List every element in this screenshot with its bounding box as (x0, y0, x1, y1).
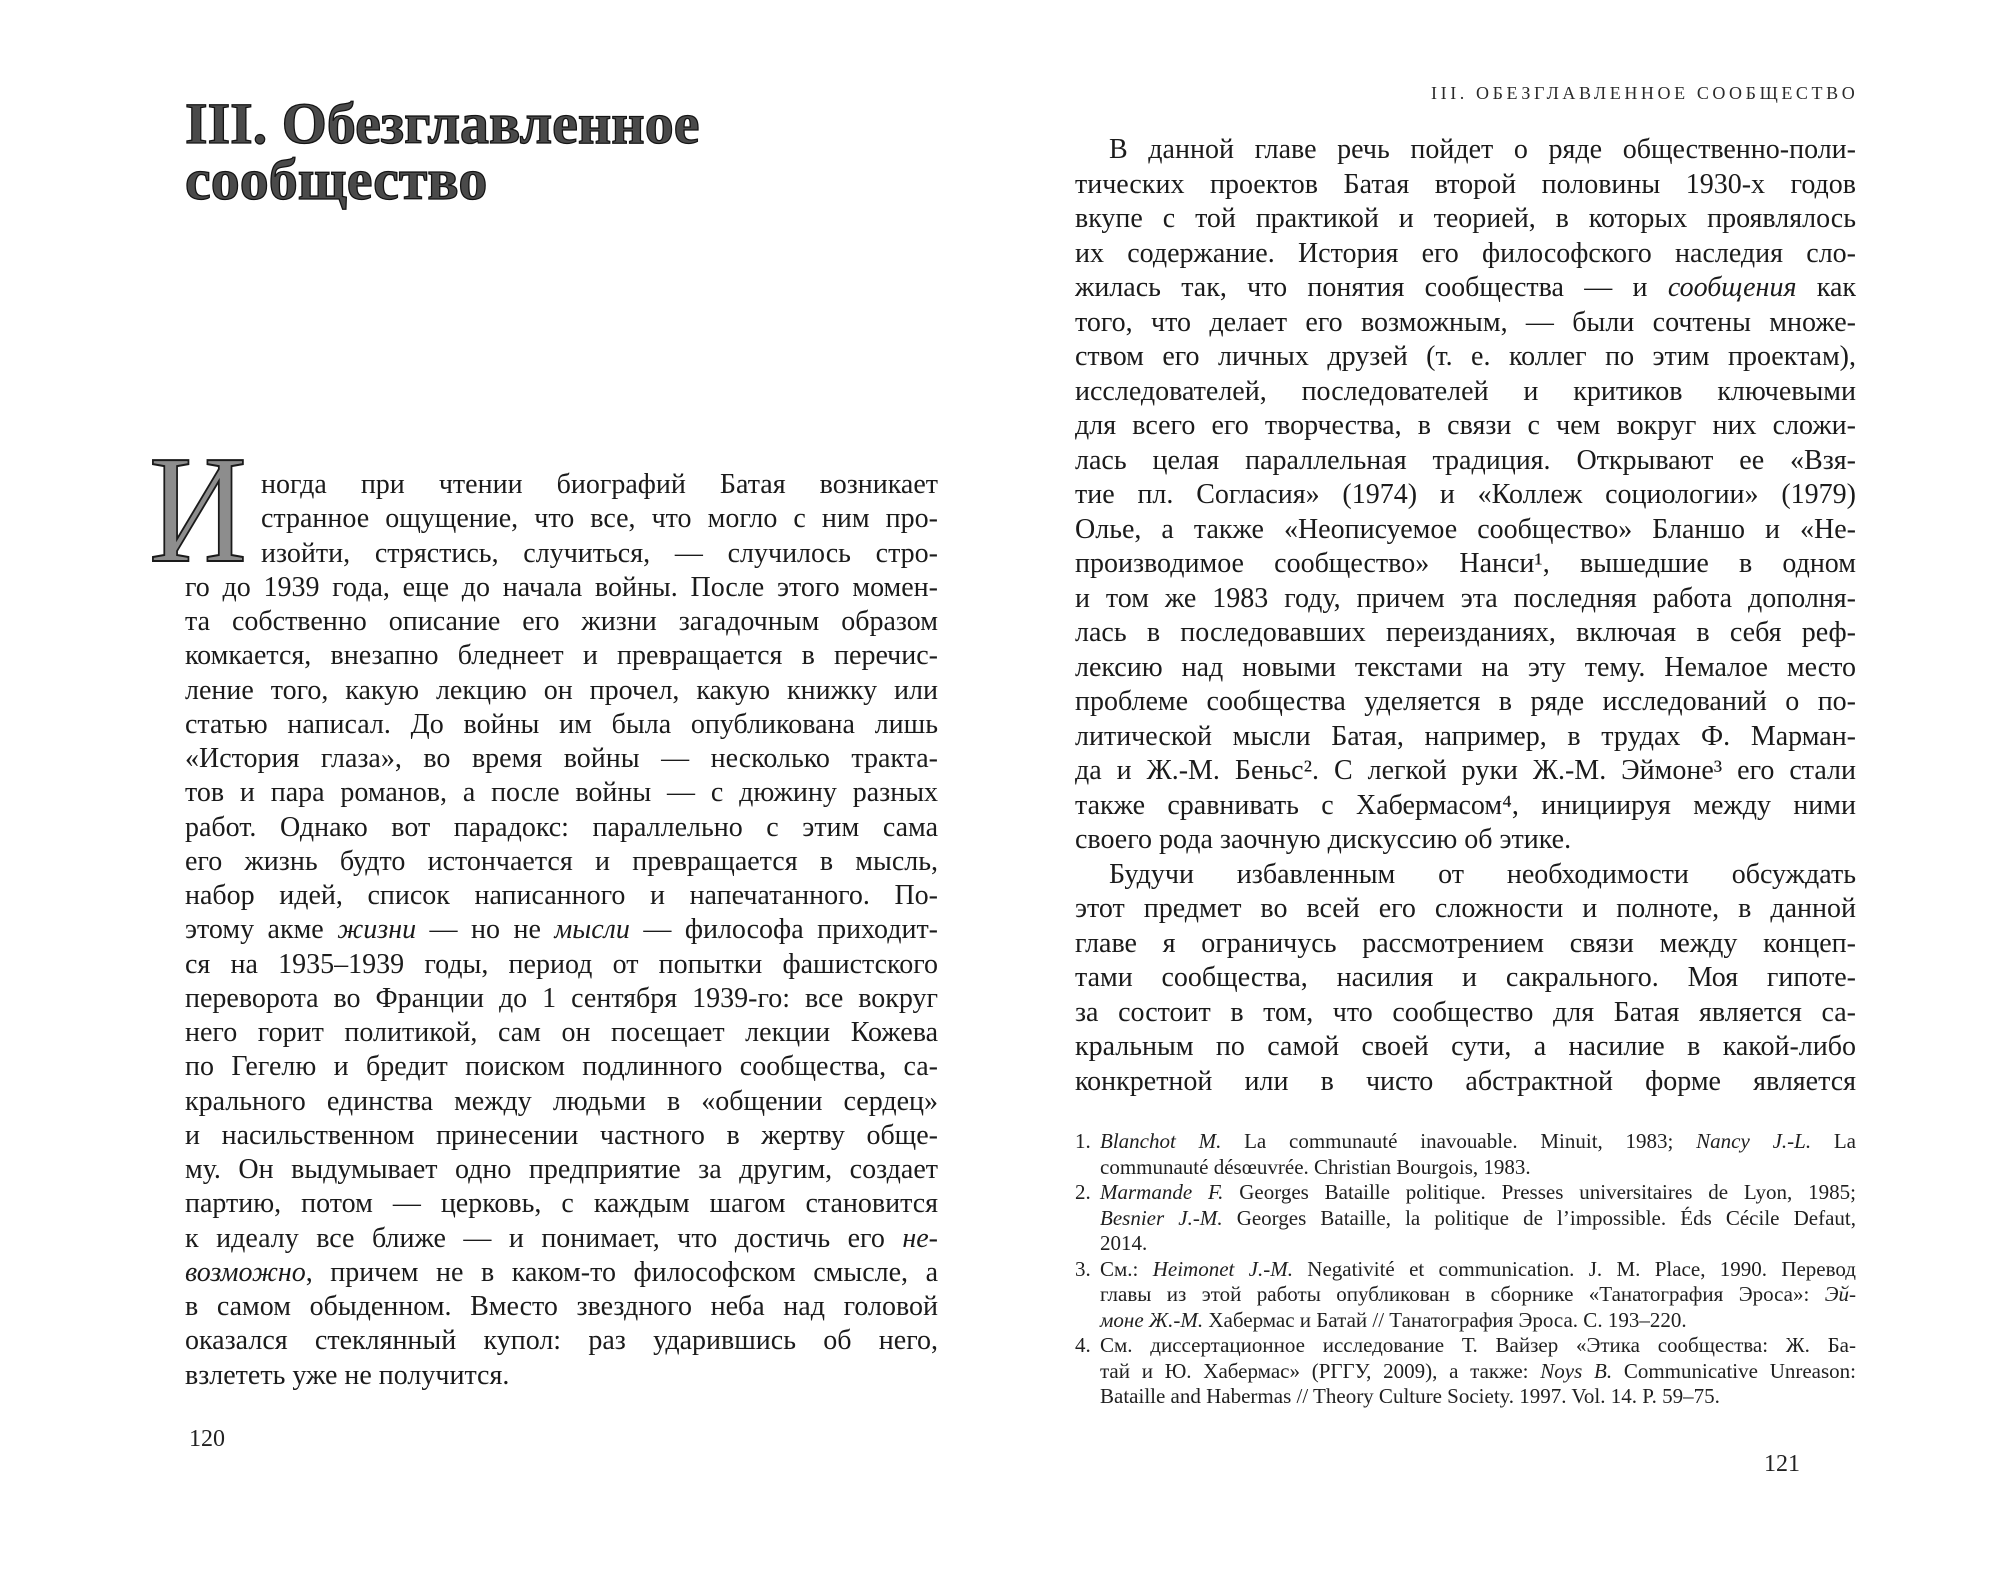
text-line (1075, 892, 1856, 927)
text-line (1075, 271, 1856, 306)
text-run: набор идей, список написанного и напечатанного. По- (185, 880, 938, 911)
italic-text: Noys B. (1540, 1358, 1613, 1383)
text-line (1075, 168, 1856, 203)
text-run: его жизнь будто истончается и превращается в мысль, (185, 845, 938, 877)
text-run: — но не (416, 914, 555, 946)
text-run: тай и Ю. Хабермас» (РГГУ, 2009), а также: (1100, 1358, 1541, 1383)
footnote-number: 3. (1075, 1256, 1091, 1281)
italic-text: возможно (185, 1256, 306, 1288)
italic-text: не- (902, 1222, 938, 1254)
paragraph (185, 468, 938, 1393)
text-line (185, 571, 938, 605)
text-run: также сравнивать с Хабермасом⁴, инициируя между ними (1075, 789, 1856, 821)
text-run: изойти, стрястись, случиться, — случилось стро- (261, 537, 938, 569)
text-run: главы из этой работы опубликован в сборнике «Танатография Эроса»: (1100, 1282, 1825, 1306)
text-run: крального единства между людьми в «общении сердец» (185, 1085, 938, 1117)
text-run: му. Он выдумывает одно предприятие за другим, создает (185, 1154, 938, 1185)
footnote (1075, 1180, 1856, 1257)
italic-text: сообщения (1667, 272, 1797, 303)
text-run: Communicative Unreason: (1612, 1358, 1857, 1383)
text-run: своего рода заочную дискуссию об этике. (1075, 824, 1572, 855)
text-run: лексию над новыми текстами на эту тему. Немалое место (1075, 651, 1856, 683)
text-run: См. диссертационное исследование Т. Вайзер «Этика сообщества: Ж. Ба- (1100, 1333, 1856, 1357)
text-line (185, 605, 938, 639)
italic-text: жизни (337, 914, 417, 946)
text-line (185, 913, 938, 947)
text-run: Georges Bataille politique. Presses universitaires de Lyon, 1985; (1223, 1180, 1856, 1204)
text-line (1100, 1384, 1856, 1410)
text-line (185, 1256, 938, 1290)
text-run: по Гегелю и бредит поиском подлинного сообщества, са- (185, 1051, 938, 1083)
text-line (261, 537, 938, 571)
text-line (185, 879, 938, 913)
text-run: тических проектов Батая второй половины 1930-х годов (1075, 168, 1856, 200)
text-line (1075, 823, 1856, 858)
text-run: жилась так, что понятия сообщества — и (1075, 272, 1668, 303)
text-run: к идеалу все ближе — и понимает, что достичь его (185, 1222, 903, 1254)
text-run: их содержание. История его философского наследия сло- (1075, 237, 1856, 269)
italic-text: Эй- (1824, 1282, 1856, 1306)
text-line (1075, 616, 1856, 651)
left-body-text (185, 468, 938, 1393)
text-line (185, 1187, 938, 1221)
text-run: и насильственном принесении частного в жертву обще- (185, 1119, 938, 1151)
text-line (185, 1222, 938, 1256)
text-run: как (1796, 272, 1856, 303)
text-line (185, 811, 938, 845)
footnote (1075, 1333, 1856, 1410)
text-line (1075, 685, 1856, 720)
text-run: В данной главе речь пойдет о ряде общественно-поли- (1109, 134, 1856, 165)
chapter-title-line-2: сообщество (185, 147, 488, 212)
text-line (1075, 306, 1856, 341)
text-line (1100, 1129, 1856, 1155)
drop-cap: И (149, 425, 247, 595)
text-line (185, 1290, 938, 1324)
text-run: партию, потом — церковь, с каждым шагом становится (185, 1188, 938, 1220)
text-run: оказался стеклянный купол: раз ударившись об него, (185, 1325, 938, 1357)
text-run: ством его личных друзей (т. е. коллег по этим проектам), (1075, 341, 1856, 372)
text-line (1075, 720, 1856, 755)
text-run: — философа приходит- (629, 914, 938, 946)
text-run: ногда при чтении биографий Батая возникает (261, 469, 938, 500)
text-run: для всего его творчества, в связи с чем вокруг них сложи- (1075, 410, 1856, 441)
text-run: Negativité et communication. J. M. Place, 1990. Перевод (1292, 1256, 1856, 1281)
text-run: Bataille and Habermas // Theory Culture Society. 1997. Vol. 14. P. 59–75. (1100, 1384, 1720, 1408)
text-line (1100, 1333, 1856, 1359)
text-line (1075, 409, 1856, 444)
footnote-number: 2. (1075, 1180, 1091, 1204)
footnote-text (1100, 1257, 1856, 1334)
text-run: комкается, внезапно бледнеет и превращается в перечис- (185, 640, 938, 672)
text-line (185, 1153, 938, 1187)
text-run: взлететь уже не получится. (185, 1359, 510, 1391)
italic-text: Heimonet J.-M. (1152, 1256, 1293, 1281)
text-line (185, 639, 938, 673)
text-line (185, 708, 938, 742)
text-line (1075, 789, 1856, 824)
italic-text: Besnier J.-M. (1100, 1205, 1223, 1230)
italic-text: Blanchot M. (1100, 1129, 1222, 1153)
italic-text: Nancy J.-L. (1696, 1129, 1812, 1153)
italic-text: Marmande F. (1100, 1180, 1224, 1204)
text-run: «История глаза», во время войны — несколько тракта- (185, 743, 938, 774)
text-run: переворота во Франции до 1 сентября 1939-го: все вокруг (185, 982, 938, 1014)
text-line (1075, 582, 1856, 617)
text-line (261, 502, 938, 536)
text-line (185, 1050, 938, 1084)
text-line (185, 1016, 938, 1050)
text-run: за состоит в том, что сообщество для Батая является са- (1075, 996, 1856, 1028)
text-run: Будучи избавленным от необходимости обсуждать (1109, 858, 1856, 890)
text-run: вкупе с той практикой и теорией, в которых проявлялось (1075, 203, 1856, 234)
text-run: проблеме сообщества уделяется в ряде исследований о по- (1075, 686, 1856, 717)
text-run: статью написал. До войны им была опубликована лишь (185, 708, 938, 740)
text-run: производимое сообщество» Нанси¹, вышедшие в одном (1075, 548, 1856, 579)
text-run: ление того, какую лекцию он прочел, какую книжку или (185, 674, 938, 706)
text-line (185, 776, 938, 810)
footnote-number: 4. (1075, 1333, 1091, 1357)
text-line (1075, 961, 1856, 996)
text-run: конкретной или в чисто абстрактной форме является (1075, 1065, 1856, 1097)
text-run: тие пл. Согласия» (1974) и «Коллеж социологии» (1979) (1075, 479, 1856, 510)
text-line (1075, 1065, 1856, 1100)
text-line (261, 468, 938, 502)
text-line (185, 982, 938, 1016)
text-run: кральным по самой своей сути, а насилие в какой-либо (1075, 1031, 1856, 1062)
text-run: тов и пара романов, а после войны — с дюжину разных (185, 777, 938, 809)
text-run: литической мысли Батая, например, в трудах Ф. Марман- (1075, 720, 1856, 752)
text-run: 2014. (1100, 1231, 1148, 1255)
text-run: La (1811, 1129, 1856, 1153)
footnote (1075, 1129, 1856, 1180)
text-run: го до 1939 года, еще до начала войны. После этого момен- (185, 571, 938, 603)
text-line (1100, 1282, 1856, 1308)
text-line (1075, 996, 1856, 1031)
text-run: La communauté inavouable. Minuit, 1983; (1221, 1129, 1697, 1153)
text-line (185, 1085, 938, 1119)
footnote-text (1100, 1180, 1856, 1257)
text-line (185, 1119, 938, 1153)
text-line (185, 1359, 938, 1393)
text-line (1100, 1308, 1856, 1334)
text-run: исследователей, последователей и критиков ключевыми (1075, 375, 1856, 407)
paragraph (1075, 858, 1856, 1100)
text-run: лась целая параллельная традиция. Открывают ее «Взя- (1075, 444, 1856, 476)
text-line (185, 845, 938, 879)
text-line (185, 1324, 938, 1358)
running-head: III. ОБЕЗГЛАВЛЕННОЕ СООБЩЕСТВО (1431, 83, 1859, 103)
text-run: тами сообщества, насилия и сакрального. Моя гипоте- (1075, 962, 1856, 993)
text-run: в самом обыденном. Вместо звездного неба над головой (185, 1291, 938, 1322)
chapter-title-line-1: III. Обезглавленное (185, 91, 700, 156)
text-run: и том же 1983 году, причем эта последняя работа дополня- (1075, 582, 1856, 614)
text-line (185, 674, 938, 708)
text-line (1075, 340, 1856, 375)
text-line (1075, 651, 1856, 686)
text-line (1100, 1231, 1856, 1257)
text-run: Олье, а также «Неописуемое сообщество» Бланшо и «Не- (1075, 513, 1856, 545)
text-line (1075, 754, 1856, 789)
right-page (1000, 0, 2000, 1572)
footnotes (1075, 1129, 1856, 1410)
text-run: этот предмет во всей его сложности и полноте, в данной (1075, 893, 1856, 924)
italic-text: моне Ж.-М. (1100, 1307, 1204, 1332)
text-line (1075, 237, 1856, 272)
text-line (1075, 927, 1856, 962)
right-body-text (1075, 133, 1856, 1099)
text-line (1100, 1257, 1856, 1283)
text-line (1075, 478, 1856, 513)
page-number: 120 (189, 1426, 225, 1452)
text-line (1100, 1180, 1856, 1206)
text-line (1100, 1155, 1856, 1181)
text-line (1075, 858, 1856, 893)
text-run: лась в последовавших переизданиях, включая в себя реф- (1075, 617, 1856, 648)
text-run: См.: (1100, 1256, 1153, 1281)
text-line (185, 742, 938, 776)
text-line (1075, 375, 1856, 410)
footnote (1075, 1257, 1856, 1334)
text-run: та собственно описание его жизни загадочным образом (185, 606, 938, 637)
text-run: того, что делает его возможным, — были сочтены множе- (1075, 306, 1856, 338)
text-run: Хабермас и Батай // Танатография Эроса. С. 193–220. (1203, 1307, 1687, 1332)
text-line (1075, 133, 1856, 168)
text-run: communauté désœuvrée. Christian Bourgois, 1983. (1100, 1154, 1531, 1179)
text-line (185, 948, 938, 982)
text-run: него горит политикой, сам он посещает лекции Кожева (185, 1017, 938, 1048)
text-line (1075, 444, 1856, 479)
footnote-text (1100, 1333, 1856, 1410)
text-run: главе я ограничусь рассмотрением связи между концеп- (1075, 927, 1856, 959)
paragraph (1075, 133, 1856, 858)
text-run: странное ощущение, что все, что могло с ним про- (261, 503, 938, 535)
text-line (1075, 513, 1856, 548)
text-line (1075, 547, 1856, 582)
text-run: Georges Bataille, la politique de l’impossible. Éds Cécile Defaut, (1222, 1205, 1856, 1230)
italic-text: мысли (554, 914, 630, 946)
text-line (1100, 1359, 1856, 1385)
text-run: , причем не в каком-то философском смысле, а (305, 1256, 938, 1288)
text-run: работ. Однако вот парадокс: параллельно с этим сама (185, 811, 938, 843)
footnote-text (1100, 1129, 1856, 1180)
text-run: этому акме (185, 914, 338, 946)
footnote-number: 1. (1075, 1129, 1091, 1153)
text-line (1075, 1030, 1856, 1065)
text-line (1075, 202, 1856, 237)
text-run: ся на 1935–1939 годы, период от попытки фашистского (185, 948, 938, 980)
text-run: да и Ж.-М. Беньс². С легкой руки Ж.-М. Эймоне³ его стали (1075, 755, 1856, 786)
page-number: 121 (1764, 1451, 1800, 1477)
text-line (1100, 1206, 1856, 1232)
